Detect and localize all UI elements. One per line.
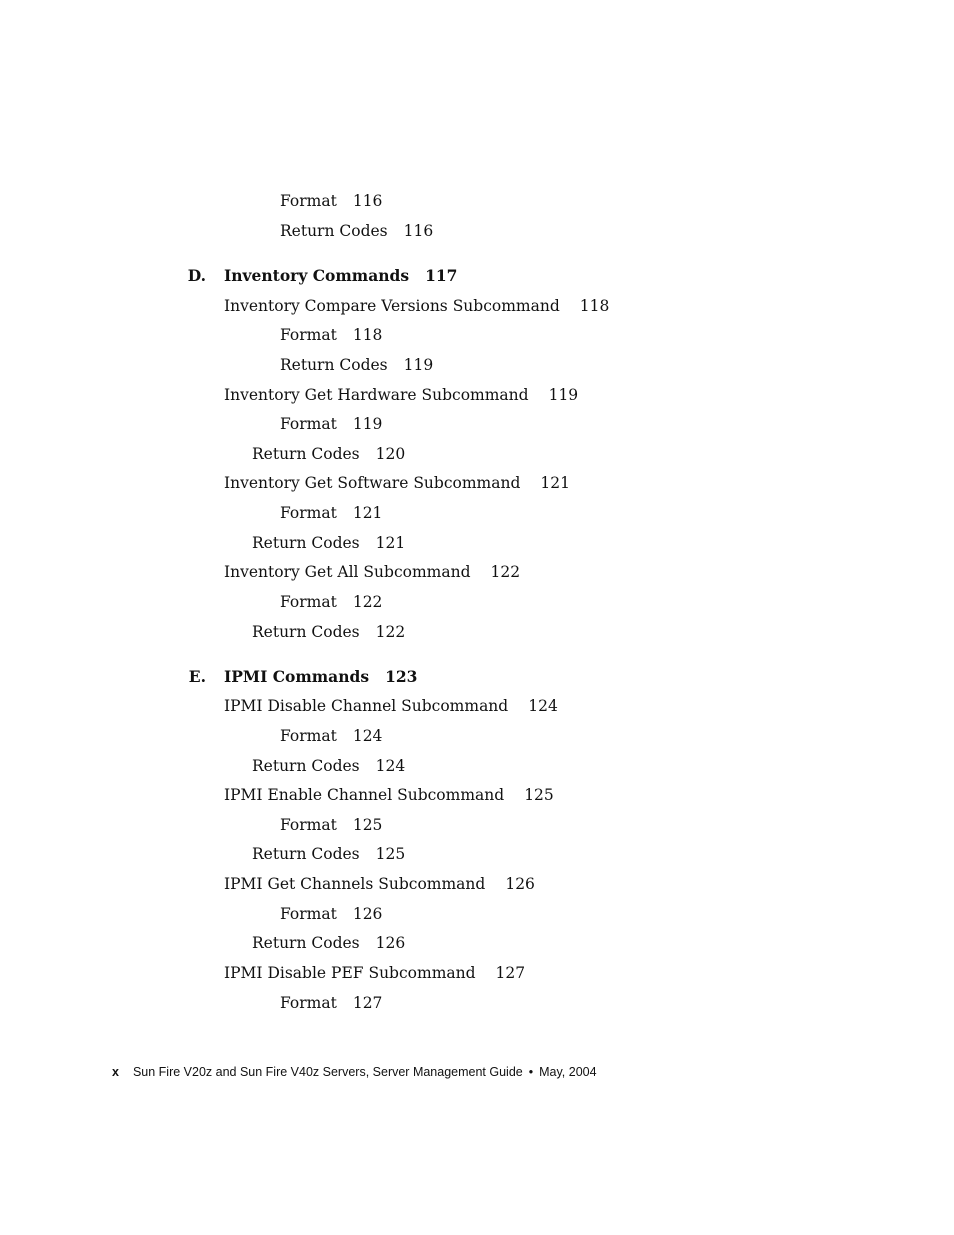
publication-date: May, 2004 xyxy=(539,1065,597,1079)
toc-entry-format[interactable] xyxy=(280,325,382,345)
toc-section-inventory-get-all[interactable] xyxy=(224,562,520,582)
toc-entry-title: Format xyxy=(280,504,337,522)
toc-entry-title: Return Codes xyxy=(252,623,360,641)
toc-entry-return-codes[interactable] xyxy=(252,622,405,642)
toc-entry-page: 116 xyxy=(403,222,434,240)
toc-entry-page: 124 xyxy=(375,757,406,775)
toc-section-ipmi-disable-channel[interactable] xyxy=(224,696,558,716)
toc-entry-page: 122 xyxy=(375,623,406,641)
toc-entry-return-codes[interactable] xyxy=(252,933,405,953)
toc-entry-return-codes[interactable] xyxy=(280,221,433,241)
toc-entry-page: 117 xyxy=(425,266,458,285)
toc-entry-title: Inventory Get Hardware Subcommand xyxy=(224,386,529,404)
toc-entry-format[interactable] xyxy=(280,414,382,434)
toc-entry-title: IPMI Get Channels Subcommand xyxy=(224,875,486,893)
toc-entry-return-codes[interactable] xyxy=(280,355,433,375)
toc-entry-title: Return Codes xyxy=(280,222,388,240)
toc-entry-format[interactable] xyxy=(280,503,382,523)
toc-entry-page: 119 xyxy=(548,386,579,404)
toc-chapter-inventory-commands[interactable] xyxy=(224,266,457,286)
toc-entry-page: 123 xyxy=(385,667,418,686)
appendix-letter: D. xyxy=(187,266,206,285)
toc-entry-page: 124 xyxy=(528,697,558,715)
toc-entry-title: IPMI Commands xyxy=(224,667,370,686)
toc-entry-page: 116 xyxy=(352,192,383,210)
toc-entry-format[interactable] xyxy=(280,191,382,211)
toc-entry-page: 122 xyxy=(352,593,383,611)
toc-entry-title: Return Codes xyxy=(252,534,360,552)
toc-entry-title: Format xyxy=(280,192,337,210)
toc-entry-page: 121 xyxy=(375,534,406,552)
toc-entry-page: 118 xyxy=(352,326,383,344)
toc-section-inventory-get-software[interactable] xyxy=(224,473,570,493)
toc-entry-page: 126 xyxy=(375,934,406,952)
toc-entry-page: 121 xyxy=(540,474,570,492)
toc-entry-page: 125 xyxy=(375,845,406,863)
toc-entry-title: Format xyxy=(280,727,337,745)
toc-section-ipmi-disable-pef[interactable] xyxy=(224,963,525,983)
toc-entry-return-codes[interactable] xyxy=(252,756,405,776)
toc-entry-page: 127 xyxy=(352,994,383,1012)
toc-entry-title: IPMI Disable PEF Subcommand xyxy=(224,964,476,982)
toc-entry-page: 119 xyxy=(352,415,383,433)
toc-entry-format[interactable] xyxy=(280,592,382,612)
toc-entry-title: Return Codes xyxy=(252,845,360,863)
toc-entry-page: 122 xyxy=(490,563,521,581)
toc-entry-title: Return Codes xyxy=(252,445,360,463)
toc-entry-page: 126 xyxy=(352,905,383,923)
toc-entry-format[interactable] xyxy=(280,904,382,924)
toc-entry-title: IPMI Disable Channel Subcommand xyxy=(224,697,509,715)
toc-entry-title: Format xyxy=(280,415,337,433)
toc-entry-page: 125 xyxy=(524,786,554,804)
toc-section-inventory-get-hardware[interactable] xyxy=(224,385,578,405)
toc-entry-title: Format xyxy=(280,905,337,923)
toc-entry-title: Return Codes xyxy=(280,356,388,374)
bullet-separator: • xyxy=(528,1065,534,1079)
toc-entry-page: 120 xyxy=(375,445,406,463)
toc-entry-page: 126 xyxy=(505,875,535,893)
toc-entry-return-codes[interactable] xyxy=(252,533,405,553)
toc-entry-page: 125 xyxy=(352,816,383,834)
toc-section-inventory-compare-versions[interactable] xyxy=(224,296,609,316)
toc-entry-title: Inventory Get All Subcommand xyxy=(224,563,471,581)
toc-entry-return-codes[interactable] xyxy=(252,844,405,864)
toc-entry-page: 121 xyxy=(352,504,383,522)
toc-entry-title: Return Codes xyxy=(252,757,360,775)
toc-section-ipmi-enable-channel[interactable] xyxy=(224,785,554,805)
toc-entry-return-codes[interactable] xyxy=(252,444,405,464)
toc-entry-title: Format xyxy=(280,593,337,611)
toc-entry-title: Inventory Commands xyxy=(224,266,410,285)
toc-entry-format[interactable] xyxy=(280,726,382,746)
toc-entry-page: 118 xyxy=(579,297,610,315)
toc-chapter-ipmi-commands[interactable] xyxy=(224,667,417,687)
toc-entry-page: 119 xyxy=(403,356,434,374)
toc-entry-title: IPMI Enable Channel Subcommand xyxy=(224,786,505,804)
toc-section-ipmi-get-channels[interactable] xyxy=(224,874,535,894)
toc-entry-title: Format xyxy=(280,816,337,834)
toc-entry-format[interactable] xyxy=(280,815,382,835)
book-title: Sun Fire V20z and Sun Fire V40z Servers, Server Management Guide xyxy=(132,1065,523,1079)
toc-entry-title: Return Codes xyxy=(252,934,360,952)
toc-entry-page: 127 xyxy=(495,964,526,982)
toc-entry-title: Inventory Get Software Subcommand xyxy=(224,474,521,492)
page-folio: x xyxy=(112,1065,119,1079)
appendix-letter: E. xyxy=(188,667,206,686)
toc-entry-title: Format xyxy=(280,326,337,344)
toc-entry-page: 124 xyxy=(352,727,383,745)
toc-entry-title: Format xyxy=(280,994,337,1012)
page-footer xyxy=(112,1063,597,1081)
toc-entry-format[interactable] xyxy=(280,993,382,1013)
toc-entry-title: Inventory Compare Versions Subcommand xyxy=(224,297,560,315)
